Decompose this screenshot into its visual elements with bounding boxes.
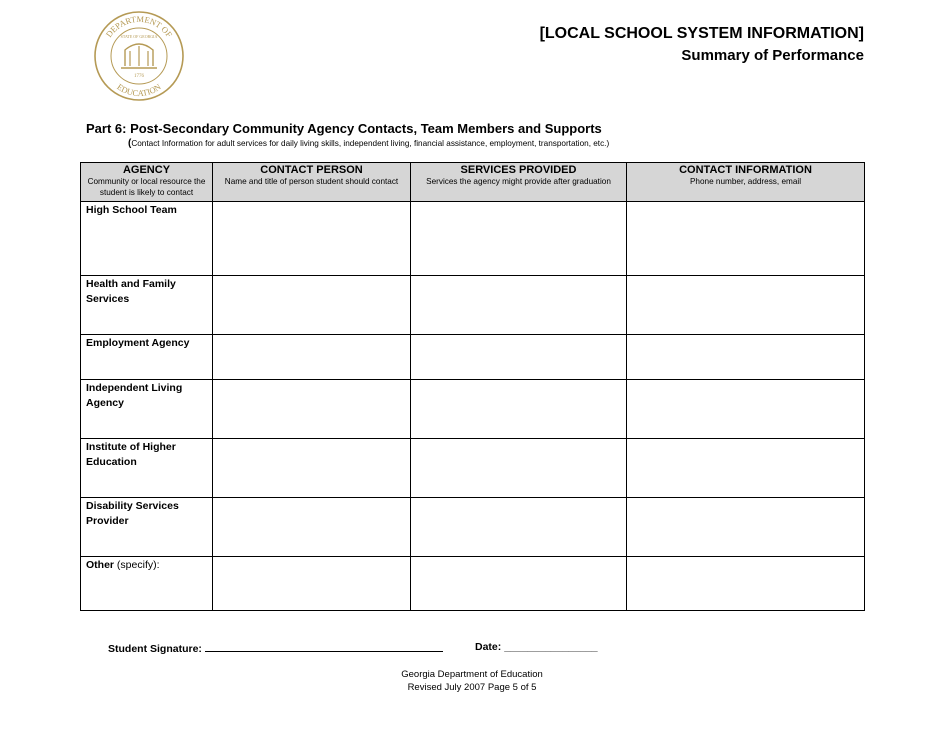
column-title: CONTACT PERSON	[260, 164, 363, 176]
part-note-paren: (	[128, 138, 132, 149]
column-header-contact-person	[213, 163, 411, 202]
contact-information-cell[interactable]	[627, 335, 865, 380]
signature-label: Student Signature:	[108, 643, 205, 655]
seal-year: 1776	[134, 74, 144, 79]
agency-contacts-table	[80, 162, 865, 611]
contact-information-cell[interactable]	[627, 557, 865, 611]
row-label-text: Other	[86, 559, 115, 571]
contact-person-cell[interactable]	[213, 276, 411, 335]
contact-person-cell[interactable]	[213, 557, 411, 611]
column-title: CONTACT INFORMATION	[679, 164, 812, 176]
row-label	[81, 202, 213, 276]
document-header-system: [LOCAL SCHOOL SYSTEM INFORMATION]	[539, 25, 864, 42]
table-row	[81, 498, 865, 557]
column-header-services-provided	[411, 163, 627, 202]
footer-organization: Georgia Department of Education	[401, 669, 543, 680]
row-label	[81, 557, 213, 611]
table-row	[81, 202, 865, 276]
row-label-text: Employment Agency	[86, 337, 190, 349]
column-subtitle: Community or local resource the student is likely to contact	[87, 177, 206, 197]
row-label-text: High School Team	[86, 204, 177, 216]
date-label: Date:	[475, 641, 505, 653]
column-title: SERVICES PROVIDED	[460, 164, 577, 176]
contact-person-cell[interactable]	[213, 335, 411, 380]
services-provided-cell[interactable]	[411, 498, 627, 557]
services-provided-cell[interactable]	[411, 439, 627, 498]
row-label-suffix: (specify):	[114, 559, 160, 571]
services-provided-cell[interactable]	[411, 557, 627, 611]
georgia-doe-seal	[93, 10, 185, 102]
services-provided-cell[interactable]	[411, 276, 627, 335]
date-field	[475, 641, 598, 653]
column-header-contact-information	[627, 163, 865, 202]
services-provided-cell[interactable]	[411, 202, 627, 276]
contact-information-cell[interactable]	[627, 202, 865, 276]
row-label	[81, 439, 213, 498]
part-note	[128, 138, 609, 149]
contact-information-cell[interactable]	[627, 498, 865, 557]
column-title: AGENCY	[122, 164, 171, 176]
contact-person-cell[interactable]	[213, 498, 411, 557]
part-title: Part 6: Post-Secondary Community Agency Contacts, Team Members and Supports	[86, 121, 602, 136]
contact-information-cell[interactable]	[627, 276, 865, 335]
part-note-text: Contact Information for adult services for daily living skills, independent living, financial assistance, employment, transportation, etc.)	[131, 139, 610, 148]
date-line[interactable]: ________________	[504, 641, 598, 653]
seal-top-text: DEPARTMENT OF	[103, 13, 175, 40]
column-subtitle: Services the agency might provide after graduation	[426, 177, 611, 186]
table-row	[81, 557, 865, 611]
row-label	[81, 498, 213, 557]
seal-inner-text: STATE OF GEORGIA	[120, 34, 158, 39]
contact-person-cell[interactable]	[213, 439, 411, 498]
footer-revision: Revised July 2007 Page 5 of 5	[407, 682, 537, 693]
services-provided-cell[interactable]	[411, 335, 627, 380]
contact-person-cell[interactable]	[213, 202, 411, 276]
row-label-text: Health and Family Services	[86, 278, 176, 305]
table-row	[81, 380, 865, 439]
services-provided-cell[interactable]	[411, 380, 627, 439]
table-header-row	[81, 163, 865, 202]
row-label-text: Institute of Higher Education	[86, 441, 176, 468]
table-row	[81, 439, 865, 498]
document-header-title: Summary of Performance	[681, 47, 864, 64]
table-row	[81, 276, 865, 335]
row-label	[81, 335, 213, 380]
row-label	[81, 276, 213, 335]
contact-information-cell[interactable]	[627, 380, 865, 439]
column-header-agency	[81, 163, 213, 202]
row-label-text: Independent Living Agency	[86, 382, 183, 409]
column-subtitle: Name and title of person student should contact	[224, 177, 399, 186]
row-label-text: Disability Services Provider	[86, 500, 179, 527]
seal-bottom-text: EDUCATION	[115, 81, 163, 99]
signature-line[interactable]	[205, 641, 443, 652]
contact-information-cell[interactable]	[627, 439, 865, 498]
row-label	[81, 380, 213, 439]
table-row	[81, 335, 865, 380]
column-subtitle: Phone number, address, email	[689, 177, 802, 186]
student-signature	[108, 641, 443, 655]
contact-person-cell[interactable]	[213, 380, 411, 439]
